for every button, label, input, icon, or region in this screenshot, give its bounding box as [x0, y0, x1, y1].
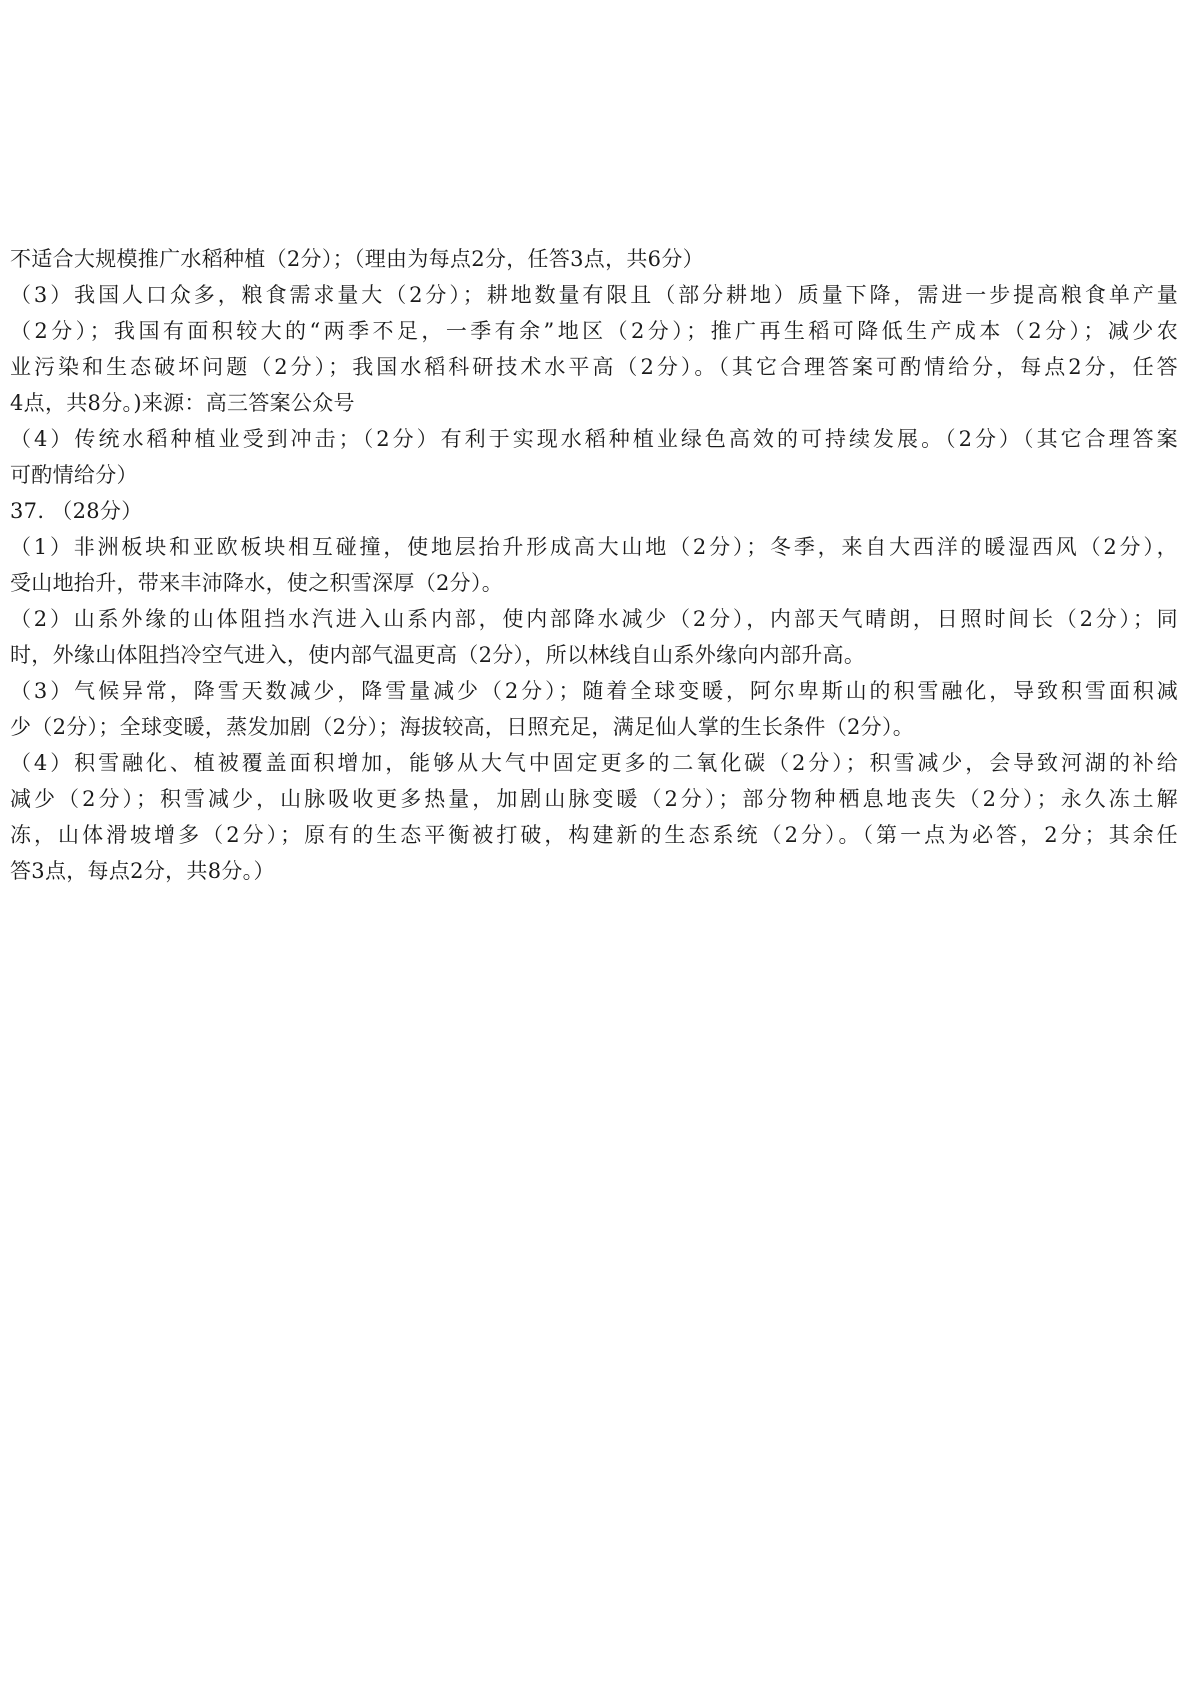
text-line-10: 受山地抬升，带来丰沛降水，使之积雪深厚（2分）。 — [10, 571, 504, 595]
text-line-16: 减少（2分）；积雪减少，山脉吸收更多热量，加剧山脉变暖（2分）；部分物种栖息地丧失（2分）；永久冻土解 — [10, 787, 1178, 811]
text-line-5: 4点，共8分。)来源：高三答案公众号 — [10, 391, 355, 415]
text-line-14: 少（2分）；全球变暖，蒸发加剧（2分）；海拔较高，日照充足，满足仙人掌的生长条件（2分）。 — [10, 715, 915, 739]
text-line-17: 冻，山体滑坡增多（2分）；原有的生态平衡被打破，构建新的生态系统（2分）。（第一点为必答，2分；其余任 — [10, 823, 1178, 847]
text-line-12: 时，外缘山体阻挡冷空气进入，使内部气温更高（2分），所以林线自山系外缘向内部升高。 — [10, 643, 866, 667]
text-line-9: （1）非洲板块和亚欧板块相互碰撞，使地层抬升形成高大山地（2分）；冬季，来自大西洋的暖湿西风（2分）， — [10, 535, 1178, 559]
question-heading: 37. （28分） — [10, 499, 143, 523]
text-line-1: 不适合大规模推广水稻种植（2分）；（理由为每点2分，任答3点，共6分） — [10, 247, 704, 271]
text-line-6: （4）传统水稻种植业受到冲击；（2分）有利于实现水稻种植业绿色高效的可持续发展。（2分）（其它合理答案 — [10, 427, 1178, 451]
text-line-13: （3）气候异常，降雪天数减少，降雪量减少（2分）；随着全球变暖，阿尔卑斯山的积雪融化，导致积雪面积减 — [10, 679, 1178, 703]
text-line-18: 答3点，每点2分，共8分。） — [10, 859, 275, 883]
text-line-2: （3）我国人口众多，粮食需求量大（2分）；耕地数量有限且（部分耕地）质量下降，需进一步提高粮食单产量 — [10, 283, 1178, 307]
text-line-3: （2分）；我国有面积较大的“两季不足，一季有余”地区（2分）；推广再生稻可降低生产成本（2分）；减少农 — [10, 319, 1178, 343]
answer-document — [10, 241, 1178, 889]
text-line-15: （4）积雪融化、植被覆盖面积增加，能够从大气中固定更多的二氧化碳（2分）；积雪减少，会导致河湖的补给 — [10, 751, 1178, 775]
text-line-7: 可酌情给分） — [10, 463, 138, 487]
text-line-4: 业污染和生态破坏问题（2分）；我国水稻科研技术水平高（2分）。（其它合理答案可酌情给分，每点2分，任答 — [10, 355, 1178, 379]
text-line-11: （2）山系外缘的山体阻挡水汽进入山系内部，使内部降水减少（2分），内部天气晴朗，日照时间长（2分）；同 — [10, 607, 1178, 631]
